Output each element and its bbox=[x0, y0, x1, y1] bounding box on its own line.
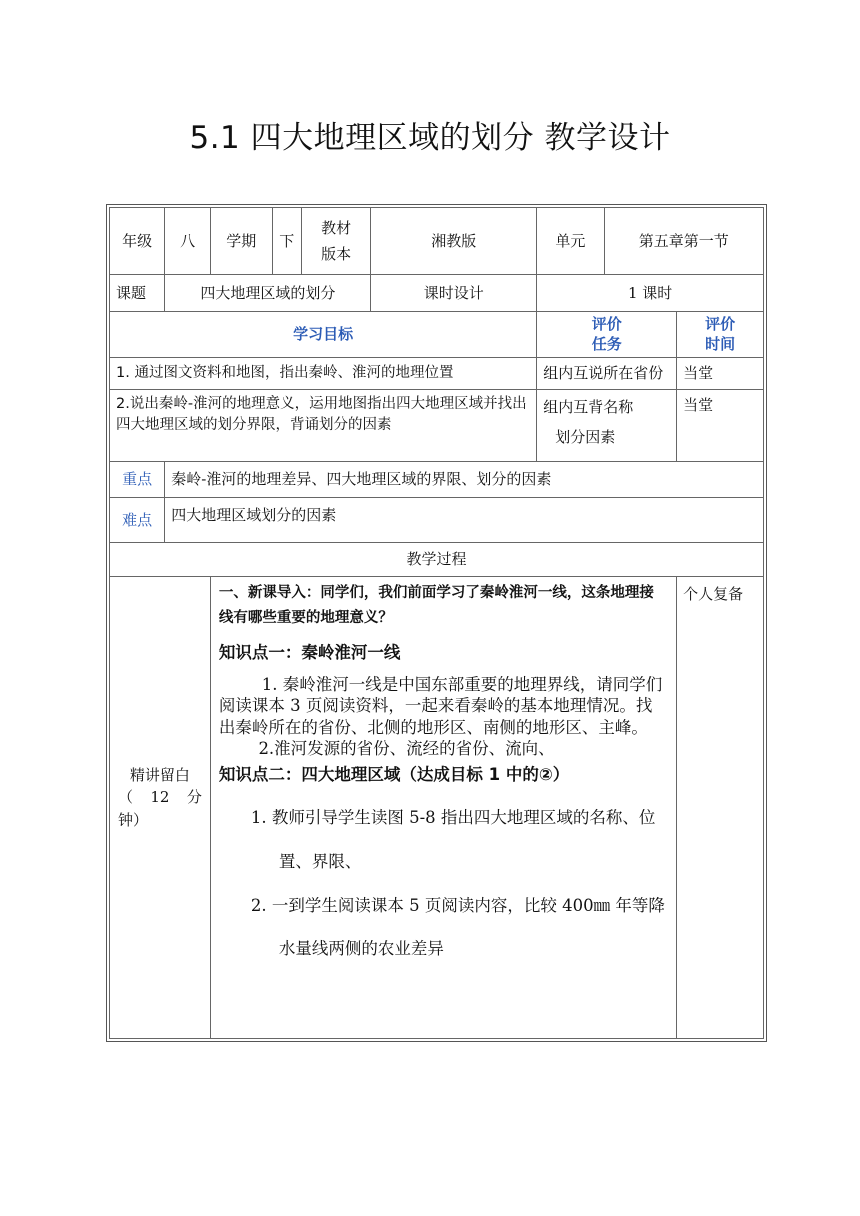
knowledge-point-1-para-1: 1. 秦岭淮河一线是中国东部重要的地理界线，请同学们阅读课本 3 页阅读资料，一起来看秦岭的基本地理情况。找出秦岭所在的省份、北侧的地形区、南侧的地形区、主峰。 bbox=[218, 674, 663, 737]
grade-label: 年级 bbox=[110, 208, 165, 275]
list-number: 2. bbox=[250, 895, 267, 915]
process-left-unit: 分 bbox=[186, 788, 202, 807]
period-value: 1 课时 bbox=[537, 275, 764, 312]
period-label: 课时设计 bbox=[371, 275, 537, 312]
key-point-value: 秦岭-淮河的地理差异、四大地理区域的界限、划分的因素 bbox=[165, 462, 764, 498]
knowledge-point-2-item-2 bbox=[219, 884, 668, 971]
goals-header-row bbox=[110, 312, 764, 358]
knowledge-point-1-para-2: 2.淮河发源的省份、流经的省份、流向、 bbox=[258, 738, 555, 758]
eval-time-header-line1: 评价 bbox=[705, 315, 736, 333]
goal-eval-task-line2: 划分因素 bbox=[555, 428, 616, 446]
unit-label: 单元 bbox=[537, 208, 604, 275]
process-main-content bbox=[210, 577, 676, 1039]
textbook-label-line2: 版本 bbox=[321, 245, 352, 263]
process-left-line1: 精讲留白 bbox=[129, 765, 190, 784]
goal-text: 2.说出秦岭-淮河的地理意义，运用地图指出四大地理区域并找出四大地理区域的划分界限，背诵划分的因素 bbox=[110, 390, 537, 462]
lesson-plan-table bbox=[109, 207, 764, 1039]
goal-eval-task bbox=[537, 390, 677, 462]
process-left-line2 bbox=[118, 786, 202, 809]
eval-time-header-line2: 时间 bbox=[705, 334, 736, 353]
difficulty-label: 难点 bbox=[110, 498, 165, 543]
eval-task-header bbox=[537, 312, 677, 358]
goal-eval-task-line1: 组内互背名称 bbox=[543, 398, 634, 416]
list-number: 1. bbox=[250, 808, 267, 828]
list-text: 一到学生阅读课本 5 页阅读内容，比较 400㎜ 年等降水量线两侧的农业差异 bbox=[271, 895, 665, 959]
goal-row bbox=[110, 390, 764, 462]
goal-eval-time: 当堂 bbox=[677, 390, 764, 462]
knowledge-point-1-title: 知识点一：秦岭淮河一线 bbox=[218, 642, 401, 662]
difficulty-value: 四大地理区域划分的因素 bbox=[165, 498, 764, 543]
eval-task-header-line2: 任务 bbox=[591, 334, 622, 353]
info-row bbox=[110, 208, 764, 275]
topic-value: 四大地理区域的划分 bbox=[165, 275, 371, 312]
goal-row bbox=[110, 358, 764, 390]
textbook-label-line1: 教材 bbox=[321, 218, 352, 237]
process-left-minutes: 12 bbox=[150, 788, 170, 807]
textbook-value: 湘教版 bbox=[371, 208, 537, 275]
document-title: 5.1 四大地理区域的划分 教学设计 bbox=[189, 120, 671, 156]
term-label: 学期 bbox=[210, 208, 272, 275]
process-left-line3: 钟） bbox=[118, 810, 149, 829]
knowledge-point-2-item-1 bbox=[219, 796, 668, 883]
goal-eval-task: 组内互说所在省份 bbox=[537, 358, 677, 390]
difficulty-row bbox=[110, 498, 764, 543]
process-header-row bbox=[110, 543, 764, 577]
objectives-header: 学习目标 bbox=[110, 312, 537, 358]
eval-time-header bbox=[677, 312, 764, 358]
key-point-row bbox=[110, 462, 764, 498]
knowledge-point-2-title: 知识点二：四大地理区域（达成目标 1 中的②） bbox=[218, 765, 570, 785]
key-point-label: 重点 bbox=[110, 462, 165, 498]
process-left-paren: （ bbox=[118, 788, 134, 807]
textbook-label bbox=[301, 208, 370, 275]
process-content-row bbox=[110, 577, 764, 1039]
topic-row bbox=[110, 275, 764, 312]
unit-value: 第五章第一节 bbox=[604, 208, 764, 275]
personal-note: 个人复备 bbox=[677, 577, 764, 1039]
process-time-allocation bbox=[110, 577, 211, 1039]
topic-label: 课题 bbox=[110, 275, 165, 312]
term-value: 下 bbox=[272, 208, 301, 275]
eval-task-header-line1: 评价 bbox=[591, 315, 622, 333]
intro-text: 一、新课导入：同学们，我们前面学习了秦岭淮河一线，这条地理接线有哪些重要的地理意义？ bbox=[218, 585, 654, 626]
process-header: 教学过程 bbox=[110, 543, 764, 577]
list-text: 教师引导学生读图 5-8 指出四大地理区域的名称、位置、界限、 bbox=[271, 808, 656, 871]
grade-value: 八 bbox=[165, 208, 211, 275]
goal-text: 1. 通过图文资料和地图，指出秦岭、淮河的地理位置 bbox=[110, 358, 537, 390]
goal-eval-time: 当堂 bbox=[677, 358, 764, 390]
